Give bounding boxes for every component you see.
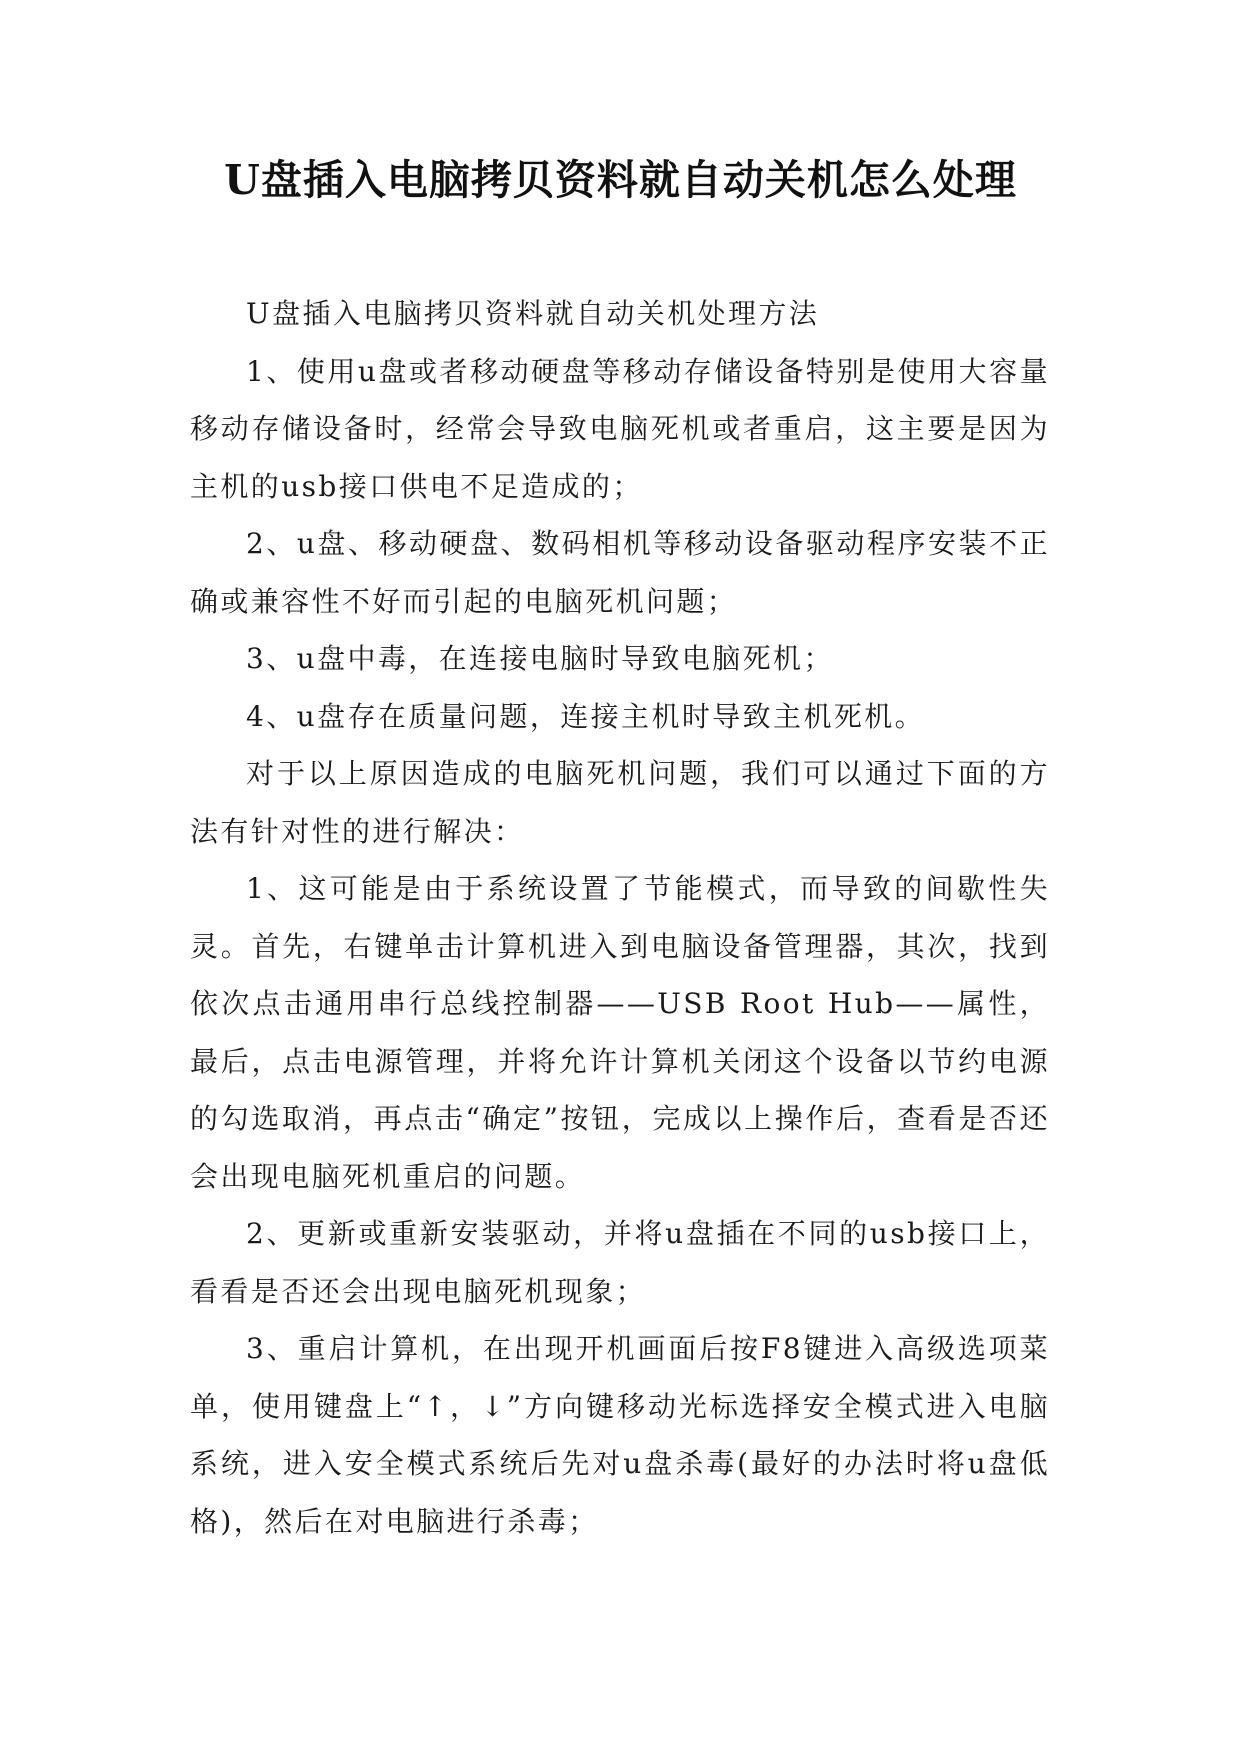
paragraph-cause-2: 2、u盘、移动硬盘、数码相机等移动设备驱动程序安装不正确或兼容性不好而引起的电脑死机问题； xyxy=(190,527,1050,618)
paragraph-cause-3: 3、u盘中毒，在连接电脑时导致电脑死机； xyxy=(246,642,834,675)
paragraph-solutions-intro: 对于以上原因造成的电脑死机问题，我们可以通过下面的方法有针对性的进行解决： xyxy=(190,757,1050,848)
document-title: U盘插入电脑拷贝资料就自动关机怎么处理 xyxy=(224,156,1017,204)
paragraph-solution-1: 1、这可能是由于系统设置了节能模式，而导致的间歇性失灵。首先，右键单击计算机进入到电脑设备管理器，其次，找到依次点击通用串行总线控制器——USB Root Hub——属性，最后，点击电源管理，并将允许计算机关闭这个设备以节约电源的勾选取消，再点击“确定”按钮，完成以上操作后，查看是否还会出现电脑死机重启的问题。 xyxy=(190,872,1050,1193)
paragraph-cause-1: 1、使用u盘或者移动硬盘等移动存储设备特别是使用大容量移动存储设备时，经常会导致电脑死机或者重启，这主要是因为主机的usb接口供电不足造成的； xyxy=(190,354,1050,503)
document-body xyxy=(190,285,1050,1550)
paragraph-cause-4: 4、u盘存在质量问题，连接主机时导致主机死机。 xyxy=(246,699,926,733)
paragraph-intro: U盘插入电脑拷贝资料就自动关机处理方法 xyxy=(246,297,820,330)
paragraph-solution-2: 2、更新或重新安装驱动，并将u盘插在不同的usb接口上，看看是否还会出现电脑死机现象； xyxy=(190,1217,1050,1308)
paragraph-solution-3: 3、重启计算机，在出现开机画面后按F8键进入高级选项菜单，使用键盘上“↑，↓”方向键移动光标选择安全模式进入电脑系统，进入安全模式系统后先对u盘杀毒(最好的办法时将u盘低格)，然后在对电脑进行杀毒； xyxy=(190,1332,1051,1538)
